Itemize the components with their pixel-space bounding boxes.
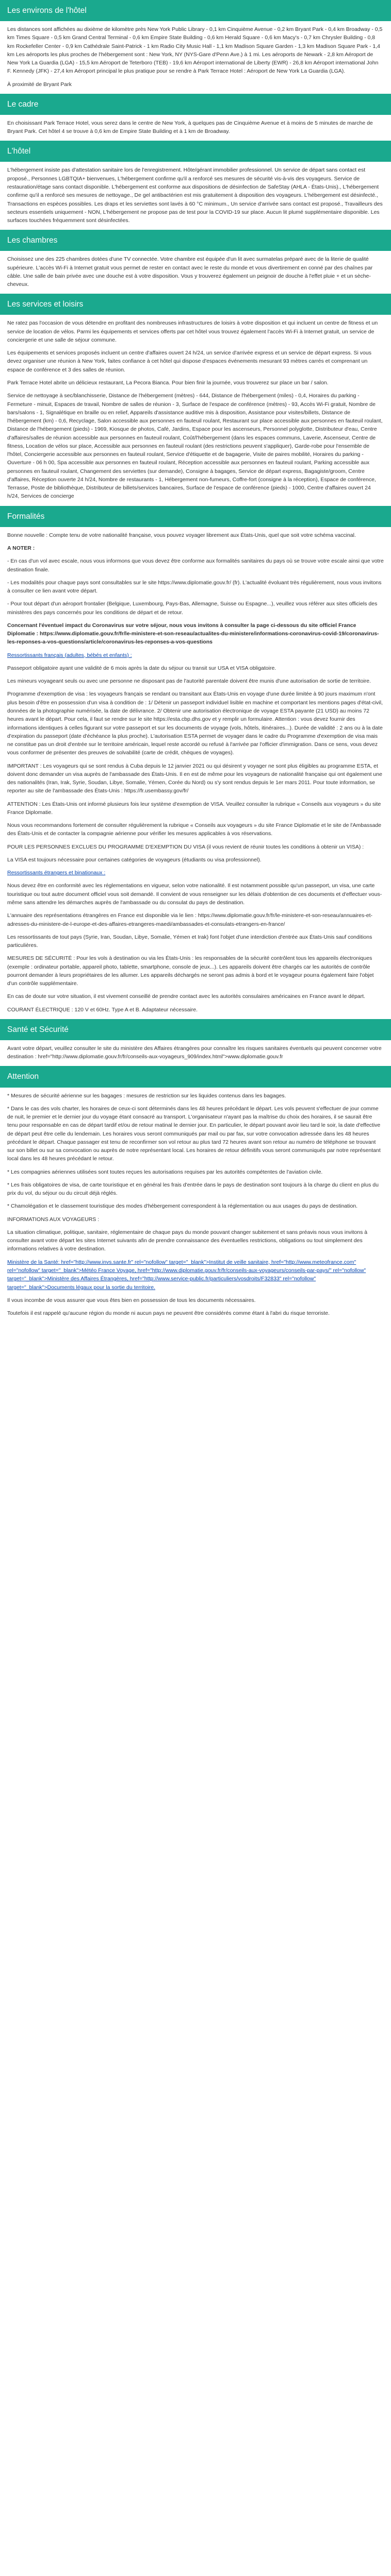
section-sante — [0, 1019, 391, 1066]
formalites-text-9: Les mineurs voyageant seuls ou avec une personne ne disposant pas de l'autorité parentale doivent être munis d'une autorisation de sortie de territoire. — [7, 678, 371, 685]
section-environs — [0, 0, 391, 94]
attention-fees-text: * Les frais obligatoires de visa, de carte touristique et en général les frais d'entrée dans le pays de destination sont toujours à la charge du client en plus du prix du vol, du séjour ou du circuit déjà réglés. — [7, 1181, 379, 1197]
section-body-services — [0, 315, 391, 505]
formalites-power-text: COURANT ÉLECTRIQUE : 120 V et 60Hz. Type A et B. Adaptateur nécessaire. — [7, 1006, 198, 1013]
formalites-coronavirus-link[interactable]: Concernant l'éventuel impact du Coronavirus sur votre séjour, nous vous invitons à consulter la page ci-dessous du site officiel France Diplomatie : https://www.diplomatie.gouv.fr/fr/le-ministere-et-son-reseau/actualites-du-ministere/informations-coronavirus-covid-19/coronavirus-les-reponses-a-vos-questions/article/coronavirus-les-reponses-a-vos-questions — [7, 622, 379, 646]
section-title-attention: Attention — [0, 1066, 391, 1087]
section-body-attention — [0, 1088, 391, 1323]
formalites-french-nationals-heading: Ressortissants français (adultes, bébés et enfants) : — [7, 652, 132, 658]
services-amenities-list: Service de nettoyage à sec/blanchisserie, Distance de l'hébergement (mètres) - 644, Distance de l'hébergement (miles) - 0,4, Horaires du parking - Fermeture - minuit, Espaces de travail, Nombre de salles de réunion - 3, Surface de l'espace de conférence (mètres) - 93, Accès Wi-Fi gratuit, Nombre de bars/salons - 1, Signalétique en braille ou en relief, Appareils d'assistance auditive mis à disposition, Assistance pour visites/billets, Distance de l'hébergement (km) - 0,6, Recyclage, Salon accessible aux personnes en fauteuil roulant, Restaurant sur place accessible aux personnes en fauteuil roulant, Distance de l'hébergement (pieds) - 1969, Kiosque de photos, Café, Jardins, Espace pour les ascenseurs, Personnel polyglotte, Distributeur d'eau, Centre d'affaires/salles de réunion accessible aux personnes en fauteuil roulant, Coût/l'hébergement (dans les espaces communs, Laverie, Ascenseur, Centre de fitness, Location de vélos sur place, Accessible aux personnes en fauteuil roulant (des restrictions peuvent s'appliquer), Garde-robe pour l'ensemble de l'hôtel, Conciergerie accessible aux personnes en fauteuil roulant, Service d'étiquette et de bagagerie, Visite de paires mobilité, Horaires du parking - Ouverture - 06 h 00, Spa accessible aux personnes en fauteuil roulant, Réception accessible aux personnes en fauteuil roulant, Parking accessible aux personnes en fauteuil roulant, Changement des serviettes (sur demande), Consigne à bagages, Service de départ express, Bagagiste/groom, Centre d'affaires, Réception ouverte 24 h/24, Nombre de restaurants - 1, Hébergement non-fumeurs, Coffre-fort (consigne à la réception), Espace de conférence, Terrasse, Poste de bibliothèque, Distributeur de billets/services bancaires, Surface de l'espace de conférence (pieds) - 1000, Centre d'affaires ouvert 24 h/24, Services de concierge — [7, 393, 383, 500]
environs-nearby-text: À proximité de Bryant Park — [7, 81, 72, 88]
section-body-cadre — [0, 115, 391, 141]
attention-luggage-text: * Mesures de sécurité aérienne sur les bagages : mesures de restriction sur les liquides contenus dans les bagages. — [7, 1092, 286, 1099]
formalites-text-5: - Pour tout départ d'un aéroport frontalier (Belgique, Luxembourg, Pays-Bas, Allemagne, Suisse ou Espagne...), veuillez vous référer aux sites officiels des ministères des pays concernés pour les conditions de départ et de retour. — [7, 601, 378, 616]
section-cadre — [0, 94, 391, 141]
environs-distances-text: Les distances sont affichées au dixième de kilomètre près New York Public Library - 0,1 km Cinquième Avenue - 0,2 km Bryant Park - 0,4 km Broadway - 0,5 km Times Square - 0,5 km Grand Central Terminal - 0,6 km Empire State Building - 0,6 km Herald Square - 0,6 km Macy's - 0,7 km Chrysler Building - 0,8 km Rockefeller Center - 0,9 km Cathédrale Saint-Patrick - 1 km Radio City Music Hall - 1,1 km Madison Square Garden - 1,3 km Madison Square Park - 1,4 km Les aéroports les plus proches de l'hébergement sont : New York, NY (NYS-Gare d'Penn Ave.) à 1 mi. Les aéroports de Newark - 2,8 km Aéroport de New York La Guardia (LGA) - 15,5 km Aéroport de Teterboro (TEB) - 19,6 km Aéroport international de Liberty (EWR) - 26,8 km Aéroport international John F. Kennedy (JFK) - 27,4 km Aéroport principal le plus pratique pour se rendre à Park Terrace Hotel : Aéroport de New York La Guardia (LGA). — [7, 26, 383, 75]
attention-info-heading: INFORMATIONS AUX VOYAGEURS : — [7, 1216, 100, 1223]
formalites-note-heading: A NOTER : — [7, 545, 35, 551]
formalites-text-21: En cas de doute sur votre situation, il est vivement conseillé de prendre contact avec les autorités consulaires américaines en France avant le départ. — [7, 993, 365, 1000]
section-body-hotel — [0, 162, 391, 230]
section-formalites — [0, 506, 391, 1019]
formalites-text-1: Bonne nouvelle : Compte tenu de votre nationalité française, vous pouvez voyager librement aux États-Unis, quel que soit votre schéma vaccinal. — [7, 532, 356, 538]
section-title-hotel: L'hôtel — [0, 141, 391, 162]
section-body-environs — [0, 21, 391, 94]
section-attention — [0, 1066, 391, 1323]
formalites-text-19: Les ressortissants de tout pays (Syrie, Iran, Soudan, Libye, Somalie, Yémen et Irak) font l'objet d'une interdiction d'entrée aux États-Unis sauf conditions particulières. — [7, 934, 372, 949]
attention-links-text[interactable]: Ministère de la Santé: href="http://www.invs.sante.fr" rel="nofollow" target="_blank">Institut de veille sanitaire, href="http://www.meteofrance.com" rel="nofollow" target="_blank">Météo France Voyage, href="http://www.diplomatie.gouv.fr/fr/conseils-aux-voyageurs/conseils-par-pays/" rel="nofollow" target="_blank">Ministère des Affaires Étrangères, href="http://www.service-public.fr/particuliers/vosdroits/F32833" rel="nofollow" target="_blank">Documents légaux pour la sortie du territoire. — [7, 1259, 366, 1291]
formalites-visa-waiver-text: Programme d'exemption de visa : les voyageurs français se rendant ou transitant aux États-Unis en voyage d'une durée limitée à 90 jours maximum n'ont plus besoin d'être en possession d'un visa à condition de : 1/ Détenir un passeport individuel lisible en machine et comportant les mentions pages d'état-civil, données de la photographie numérisée, la date de délivrance. 2/ Obtenir une autorisation électronique de voyage ESTA payante (21 USD) au moins 72 heures avant le départ. Pour cela, il faut se rendre sur le site https://esta.cbp.dhs.gov et y remplir un formulaire. Attention : vous devez fournir des informations identiques à celles figurant sur votre passeport et sur les documents de voyage (vols, hôtels, itinéraires...). Durée de validité : 2 ans ou à la date d'expiration du passeport (date d'échéance la plus proche). L'autorisation ESTA permet de voyager dans le cadre du Programme d'exemption de visa mais ne constitue pas un droit d'entrée sur le territoire américain, lequel reste accordé ou refusé à l'arrivée par l'officier d'immigration. Dans ce sens, vous devez vous conformer de présenter des preuves de solvabilité (carte de crédit, chèques de voyages). — [7, 691, 383, 756]
formalites-text-14: POUR LES PERSONNES EXCLUES DU PROGRAMME D'EXEMPTION DU VISA (il vous revient de réunir toutes les conditions à obtenir un VISA) : — [7, 843, 364, 850]
section-title-formalites: Formalités — [0, 506, 391, 527]
section-hotel — [0, 141, 391, 230]
hotel-text: L'hébergement insiste pas d'attestation sanitaire lors de l'enregistrement. Hôte/gérant immobilier professionnel. Un service de départ sans contact est proposé., Personnes LGBTQIA+ bienvenues, L'hébergement confirme qu'il a renforcé ses mesures de sécurité vis-à-vis des voyageurs. Service de restauration/étage sans contact disponible. L'hébergement est conforme aux dispositions de désinfection de SafeStay (AHLA - États-Unis)., L'hébergement confirme qu'il a renforcé ses mesures de nettoyage., De gel antibactérien est mis gratuitement à disposition des voyageurs. L'hébergement est désinfecté., Transactions en espèces possibles. Les draps et les serviettes sont lavés à 60 °C minimum., Un service d'arrivée sans contact est proposé., Travailleurs des secteurs essentiels uniquement - NON, L'hébergement ne propose pas de test pour la COVID-19 sur place. Aucun lit plumé supplémentaire disponible. Les surfaces touchées fréquemment sont désinfectées. — [7, 167, 383, 224]
attention-documents-text: Il vous incombe de vous assurer que vous êtes bien en possession de tous les documents nécessaires. — [7, 1297, 256, 1303]
section-body-chambres — [0, 251, 391, 294]
formalites-text-3: - En cas d'un vol avec escale, nous vous informons que vous devez être conforme aux formalités sanitaires du pays où se trouve votre escale ainsi que votre destination finale. — [7, 558, 384, 573]
formalites-text-17: Nous devez être en conformité avec les réglementations en vigueur, selon votre nationalité. Il est notamment possible qu'un passeport, un visa, une carte touristique ou tout autre document officiel vous soit demandé. Il convient de vous renseigner sur les délais d'obtention de ces documents et d'effectuer vous-même sans attendre les démarches auprès de l'ambassade ou du consulat du pays de destination. — [7, 883, 382, 906]
section-services — [0, 294, 391, 505]
section-body-formalites — [0, 527, 391, 1019]
section-title-cadre: Le cadre — [0, 94, 391, 115]
formalites-foreign-nationals-heading: Ressortissants étrangers et binationaux : — [7, 870, 106, 876]
chambres-text: Choisissez une des 225 chambres dotées d'une TV connectée. Votre chambre est équipée d'un lit avec surmatelas préparé avec de la literie de qualité supérieure. L'accès Wi-Fi à Internet gratuit vous permet de rester en contact avec le reste du monde et vous divertirement en conné par des chaînes par câble. Une salle de bain privée avec une douche est à votre disposition. Vous y trouverez également un peignoir de douche à l'effet pluie + et un sèche-cheveux. — [7, 256, 373, 288]
formalites-text-4: - Les modalités pour chaque pays sont consultables sur le site https://www.diplomatie.gouv.fr/ (fr). L'actualité évoluant très régulièrement, nous vous invitons à consulter ce lien avant votre départ. — [7, 579, 382, 595]
formalites-important-text: IMPORTANT : Les voyageurs qui se sont rendus à Cuba depuis le 12 janvier 2021 ou qui désirent y voyager ne sont plus éligibles au programme ESTA, et doivent donc demander un visa auprès de l'ambassade des États-Unis. Il en est de même pour les voyageurs de nationalité française qui ont également une des nationalités (Iran, Irak, Syrie, Soudan, Libye, Somalie, Yémen, Corée du Nord) ou s'y sont rendus depuis le 1er mars 2011. Pour toute information, se reporter au site de l'ambassade des États-Unis : https://fr.usembassy.gov/fr/ — [7, 762, 382, 794]
attention-terror-text: Toutefois il est rappelé qu'aucune région du monde ni aucun pays ne peuvent être considérés comme étant à l'abri du risque terroriste. — [7, 1310, 330, 1317]
section-title-services: Les services et loisirs — [0, 294, 391, 315]
formalites-text-13: Nous vous recommandons fortement de consulter régulièrement la rubrique « Conseils aux voyageurs » du site France Diplomatie et le site de l'Ambassade des États-Unis et de contacter la compagnie aérienne pour vérifier les mesures applicables à vos réservations. — [7, 822, 382, 837]
sante-text: Avant votre départ, veuillez consulter le site du ministère des Affaires étrangères pour connaître les risques sanitaires éventuels qui peuvent concerner votre destination : href="http://www.diplomatie.gouv.fr/fr/conseils-aux-voyageurs_909/index.html">www.diplomatie.gouv.fr — [7, 1045, 382, 1060]
attention-airlines-text: * Les compagnies aériennes utilisées sont toutes reçues les autorisations requises par les autorités compétentes de l'aviation civile. — [7, 1168, 323, 1175]
attention-classification-text: * Chamolégation et le classement touristique des modes d'hébergement correspondent à la réglementation ou aux usages du pays de destination. — [7, 1203, 358, 1210]
section-chambres — [0, 230, 391, 294]
section-title-sante: Santé et Sécurité — [0, 1019, 391, 1040]
services-text-3: Park Terrace Hotel abrite un délicieux restaurant, La Pecora Bianca. Pour bien finir la journée, vous trouverez sur place un bar / salon. — [7, 379, 329, 386]
cadre-text: En choisissant Park Terrace Hotel, vous serez dans le centre de New York, à quelques pas de Cinquième Avenue et à moins de 5 minutes de marche de Bryant Park. Cet hôtel 4 se trouve à 0,6 km de Empire State Building et à 1 km de Broadway. — [7, 120, 373, 135]
section-title-environs: Les environs de l'hôtel — [0, 0, 391, 21]
formalites-text-15: La VISA est toujours nécessaire pour certaines catégories de voyageurs (étudiants ou visa professionnel). — [7, 856, 262, 863]
formalites-security-text: MESURES DE SÉCURITÉ : Pour les vols à destination ou via les États-Unis : les responsables de la sécurité contrôlent tous les appareils électroniques (exemple : ordinateur portable, appareil photo, tablette, smartphone, console de jeux...). Les appareils doivent être chargés car les autorités de contrôle pourront demander à leurs propriétaires de les allumer. Les appareils déchargés ne seront pas admis à bord et le voyageur pourra également faire l'objet d'un contrôle supplémentaire. — [7, 955, 374, 987]
formalites-attention-text: ATTENTION : Les États-Unis ont informé plusieurs fois leur système d'exemption de VISA. Veuillez consulter la rubrique « Conseils aux voyageurs » du site France Diplomatie. — [7, 801, 381, 816]
attention-situation-text: La situation climatique, politique, sanitaire, réglementaire de chaque pays du monde pouvant changer subitement et sans préavis nous vous invitons à consulter avant votre départ les sites Internet suivants afin de prendre connaissance des éventuelles restrictions, obligations ou tout simplement des informations relatives à votre destination. — [7, 1229, 368, 1252]
attention-charter-text: * Dans le cas des vols charter, les horaires de ceux-ci sont déterminés dans les 48 heures précédant le départ. Les vols peuvent s'effectuer de jour comme de nuit, le premier et le dernier jour du voyage étant consacré au transport. L'organisateur n'ayant pas la maîtrise du choix des horaires, il se saurait être tenu pour responsable en cas de départ tardif et/ou de retour matinal le dernier jour. En particulier, le départ pouvant avoir lieu tard le soir, la date d'effective de départ peut être celle du lendemain. Les horaires vous seront communiqués par mail ou par fax, sur votre convocation adressée dans les 48 heures précédant le départ. Chaque passager est tenu de reconfirmer son vol retour au plus tard 72 heures avant son retour au numéro de téléphone se trouvant sur son billet ou sur sa convocation ou auprès de notre représentant local. Les horaires de retour définitifs vous seront communiqués par notre représentant local dans les 48 heures précédant le retour. — [7, 1105, 381, 1162]
section-title-chambres: Les chambres — [0, 230, 391, 251]
services-text-2: Les équipements et services proposés incluent un centre d'affaires ouvert 24 h/24, un service d'arrivée express et un service de départ express. Si vous devez organiser une réunion à New York, faites confiance à cet hôtel qui dispose d'espaces événements mesurant 93 mètres carrés et comprenant un espace de conférence et 3 des salles de réunion. — [7, 350, 371, 373]
services-text-1: Ne ratez pas l'occasion de vous détendre en profitant des nombreuses infrastructures de loisirs à votre disposition et qui incluent un centre de fitness et un service de location de vélos. Parmi les équipements et services offerts par cet hôtel vous trouvez également l'accès Wi-Fi à Internet gratuit, un service de conciergerie et une salle de séjour commune. — [7, 320, 378, 343]
formalites-text-18: L'annuaire des représentations étrangères en France est disponible via le lien : https://www.diplomatie.gouv.fr/fr/le-ministere-et-son-reseau/annuaires-et-adresses-du-ministere-de-l-europe-et-des-affaires-etrangeres-maedi/ambassades-et-consulats-etrangers-en-france/ — [7, 912, 373, 927]
formalites-text-8: Passeport obligatoire ayant une validité de 6 mois après la date du séjour ou transit sur USA et VISA obligatoire. — [7, 665, 276, 671]
section-body-sante — [0, 1040, 391, 1066]
